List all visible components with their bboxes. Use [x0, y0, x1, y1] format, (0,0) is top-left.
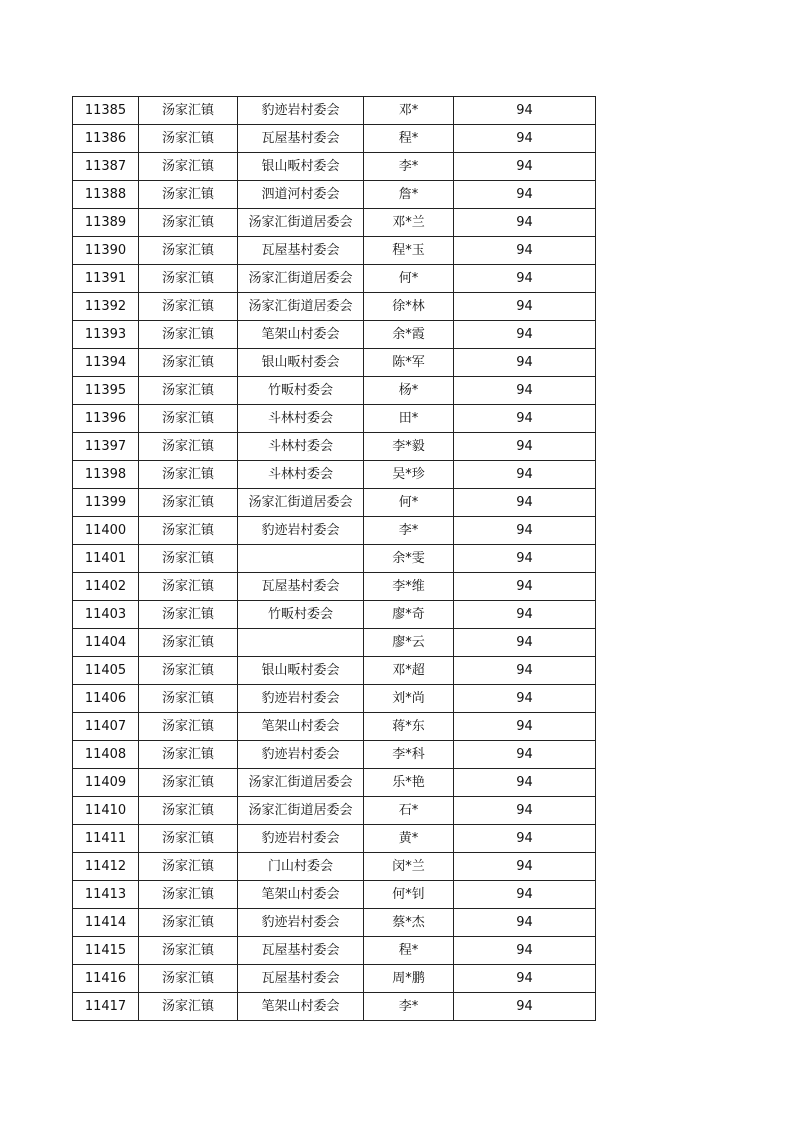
committee-cell: 竹畈村委会: [238, 601, 364, 629]
committee-cell: 斗林村委会: [238, 433, 364, 461]
town-cell: 汤家汇镇: [139, 545, 238, 573]
table-row: [73, 573, 596, 601]
table-body: [73, 97, 596, 1021]
score-cell: 94: [454, 769, 596, 797]
committee-cell: 笔架山村委会: [238, 993, 364, 1021]
score-cell: 94: [454, 685, 596, 713]
committee-cell: 瓦屋基村委会: [238, 573, 364, 601]
town-cell: 汤家汇镇: [139, 293, 238, 321]
table-row: [73, 909, 596, 937]
town-cell: 汤家汇镇: [139, 909, 238, 937]
committee-cell: 银山畈村委会: [238, 657, 364, 685]
row-id-cell: 11399: [73, 489, 139, 517]
committee-cell: 斗林村委会: [238, 461, 364, 489]
name-cell: 乐*艳: [364, 769, 454, 797]
row-id-cell: 11391: [73, 265, 139, 293]
name-cell: 刘*尚: [364, 685, 454, 713]
table-row: [73, 797, 596, 825]
committee-cell: 豹迹岩村委会: [238, 685, 364, 713]
name-cell: 蔡*杰: [364, 909, 454, 937]
row-id-cell: 11396: [73, 405, 139, 433]
town-cell: 汤家汇镇: [139, 489, 238, 517]
committee-cell: 泗道河村委会: [238, 181, 364, 209]
table-row: [73, 713, 596, 741]
name-cell: 邓*超: [364, 657, 454, 685]
score-cell: 94: [454, 937, 596, 965]
committee-cell: 笔架山村委会: [238, 321, 364, 349]
table-row: [73, 545, 596, 573]
name-cell: 徐*林: [364, 293, 454, 321]
score-cell: 94: [454, 97, 596, 125]
row-id-cell: 11394: [73, 349, 139, 377]
score-cell: 94: [454, 825, 596, 853]
town-cell: 汤家汇镇: [139, 713, 238, 741]
table-row: [73, 825, 596, 853]
score-cell: 94: [454, 293, 596, 321]
town-cell: 汤家汇镇: [139, 265, 238, 293]
name-cell: 余*雯: [364, 545, 454, 573]
name-cell: 李*毅: [364, 433, 454, 461]
committee-cell: 笔架山村委会: [238, 713, 364, 741]
name-cell: 黄*: [364, 825, 454, 853]
town-cell: 汤家汇镇: [139, 181, 238, 209]
row-id-cell: 11385: [73, 97, 139, 125]
row-id-cell: 11401: [73, 545, 139, 573]
name-cell: 邓*兰: [364, 209, 454, 237]
table-row: [73, 657, 596, 685]
name-cell: 周*鹏: [364, 965, 454, 993]
committee-cell: 汤家汇街道居委会: [238, 797, 364, 825]
score-cell: 94: [454, 489, 596, 517]
table-row: [73, 433, 596, 461]
score-cell: 94: [454, 881, 596, 909]
row-id-cell: 11408: [73, 741, 139, 769]
row-id-cell: 11415: [73, 937, 139, 965]
row-id-cell: 11388: [73, 181, 139, 209]
committee-cell: 银山畈村委会: [238, 153, 364, 181]
score-cell: 94: [454, 461, 596, 489]
row-id-cell: 11403: [73, 601, 139, 629]
table-row: [73, 181, 596, 209]
row-id-cell: 11411: [73, 825, 139, 853]
score-cell: 94: [454, 377, 596, 405]
town-cell: 汤家汇镇: [139, 321, 238, 349]
committee-cell: 汤家汇街道居委会: [238, 209, 364, 237]
name-cell: 程*: [364, 125, 454, 153]
committee-cell: 瓦屋基村委会: [238, 937, 364, 965]
score-cell: 94: [454, 321, 596, 349]
name-cell: 石*: [364, 797, 454, 825]
row-id-cell: 11404: [73, 629, 139, 657]
town-cell: 汤家汇镇: [139, 461, 238, 489]
table-row: [73, 237, 596, 265]
committee-cell: 豹迹岩村委会: [238, 825, 364, 853]
town-cell: 汤家汇镇: [139, 825, 238, 853]
name-cell: 余*霞: [364, 321, 454, 349]
name-cell: 何*钊: [364, 881, 454, 909]
town-cell: 汤家汇镇: [139, 881, 238, 909]
data-table: [72, 96, 596, 1021]
table-row: [73, 937, 596, 965]
row-id-cell: 11414: [73, 909, 139, 937]
row-id-cell: 11392: [73, 293, 139, 321]
row-id-cell: 11390: [73, 237, 139, 265]
committee-cell: [238, 545, 364, 573]
score-cell: 94: [454, 573, 596, 601]
town-cell: 汤家汇镇: [139, 853, 238, 881]
table-row: [73, 461, 596, 489]
score-cell: 94: [454, 657, 596, 685]
committee-cell: 豹迹岩村委会: [238, 741, 364, 769]
name-cell: 廖*奇: [364, 601, 454, 629]
score-cell: 94: [454, 629, 596, 657]
name-cell: 李*: [364, 517, 454, 545]
table-row: [73, 881, 596, 909]
table-row: [73, 97, 596, 125]
table-row: [73, 153, 596, 181]
table-row: [73, 965, 596, 993]
row-id-cell: 11387: [73, 153, 139, 181]
score-cell: 94: [454, 601, 596, 629]
name-cell: 闵*兰: [364, 853, 454, 881]
town-cell: 汤家汇镇: [139, 601, 238, 629]
committee-cell: 豹迹岩村委会: [238, 97, 364, 125]
committee-cell: 斗林村委会: [238, 405, 364, 433]
row-id-cell: 11407: [73, 713, 139, 741]
score-cell: 94: [454, 517, 596, 545]
score-cell: 94: [454, 853, 596, 881]
score-cell: 94: [454, 713, 596, 741]
table-row: [73, 993, 596, 1021]
score-cell: 94: [454, 237, 596, 265]
name-cell: 詹*: [364, 181, 454, 209]
town-cell: 汤家汇镇: [139, 629, 238, 657]
table-row: [73, 349, 596, 377]
name-cell: 李*科: [364, 741, 454, 769]
table-row: [73, 853, 596, 881]
row-id-cell: 11412: [73, 853, 139, 881]
town-cell: 汤家汇镇: [139, 405, 238, 433]
score-cell: 94: [454, 909, 596, 937]
name-cell: 廖*云: [364, 629, 454, 657]
row-id-cell: 11405: [73, 657, 139, 685]
town-cell: 汤家汇镇: [139, 433, 238, 461]
table-row: [73, 489, 596, 517]
name-cell: 何*: [364, 265, 454, 293]
row-id-cell: 11389: [73, 209, 139, 237]
committee-cell: 瓦屋基村委会: [238, 237, 364, 265]
town-cell: 汤家汇镇: [139, 97, 238, 125]
row-id-cell: 11398: [73, 461, 139, 489]
name-cell: 程*玉: [364, 237, 454, 265]
name-cell: 程*: [364, 937, 454, 965]
committee-cell: 豹迹岩村委会: [238, 517, 364, 545]
table-row: [73, 377, 596, 405]
score-cell: 94: [454, 741, 596, 769]
town-cell: 汤家汇镇: [139, 993, 238, 1021]
committee-cell: 汤家汇街道居委会: [238, 769, 364, 797]
committee-cell: 银山畈村委会: [238, 349, 364, 377]
name-cell: 吴*珍: [364, 461, 454, 489]
row-id-cell: 11402: [73, 573, 139, 601]
table-row: [73, 517, 596, 545]
table-row: [73, 265, 596, 293]
row-id-cell: 11416: [73, 965, 139, 993]
town-cell: 汤家汇镇: [139, 657, 238, 685]
town-cell: 汤家汇镇: [139, 237, 238, 265]
score-cell: 94: [454, 797, 596, 825]
town-cell: 汤家汇镇: [139, 377, 238, 405]
town-cell: 汤家汇镇: [139, 573, 238, 601]
town-cell: 汤家汇镇: [139, 153, 238, 181]
table-row: [73, 685, 596, 713]
name-cell: 何*: [364, 489, 454, 517]
town-cell: 汤家汇镇: [139, 349, 238, 377]
committee-cell: 汤家汇街道居委会: [238, 293, 364, 321]
score-cell: 94: [454, 405, 596, 433]
town-cell: 汤家汇镇: [139, 741, 238, 769]
town-cell: 汤家汇镇: [139, 797, 238, 825]
town-cell: 汤家汇镇: [139, 937, 238, 965]
committee-cell: 竹畈村委会: [238, 377, 364, 405]
name-cell: 田*: [364, 405, 454, 433]
town-cell: 汤家汇镇: [139, 517, 238, 545]
town-cell: 汤家汇镇: [139, 685, 238, 713]
table-row: [73, 629, 596, 657]
name-cell: 李*: [364, 993, 454, 1021]
score-cell: 94: [454, 993, 596, 1021]
row-id-cell: 11393: [73, 321, 139, 349]
town-cell: 汤家汇镇: [139, 209, 238, 237]
table-row: [73, 405, 596, 433]
row-id-cell: 11400: [73, 517, 139, 545]
table-row: [73, 293, 596, 321]
table-row: [73, 125, 596, 153]
committee-cell: 汤家汇街道居委会: [238, 489, 364, 517]
row-id-cell: 11413: [73, 881, 139, 909]
score-cell: 94: [454, 181, 596, 209]
table-row: [73, 321, 596, 349]
committee-cell: 笔架山村委会: [238, 881, 364, 909]
row-id-cell: 11386: [73, 125, 139, 153]
score-cell: 94: [454, 209, 596, 237]
score-cell: 94: [454, 265, 596, 293]
row-id-cell: 11397: [73, 433, 139, 461]
name-cell: 李*维: [364, 573, 454, 601]
committee-cell: [238, 629, 364, 657]
name-cell: 蒋*东: [364, 713, 454, 741]
committee-cell: 瓦屋基村委会: [238, 125, 364, 153]
name-cell: 杨*: [364, 377, 454, 405]
name-cell: 李*: [364, 153, 454, 181]
committee-cell: 门山村委会: [238, 853, 364, 881]
committee-cell: 瓦屋基村委会: [238, 965, 364, 993]
town-cell: 汤家汇镇: [139, 965, 238, 993]
name-cell: 陈*军: [364, 349, 454, 377]
score-cell: 94: [454, 965, 596, 993]
row-id-cell: 11410: [73, 797, 139, 825]
town-cell: 汤家汇镇: [139, 769, 238, 797]
row-id-cell: 11417: [73, 993, 139, 1021]
committee-cell: 汤家汇街道居委会: [238, 265, 364, 293]
table-row: [73, 209, 596, 237]
row-id-cell: 11395: [73, 377, 139, 405]
score-cell: 94: [454, 153, 596, 181]
score-cell: 94: [454, 433, 596, 461]
score-cell: 94: [454, 545, 596, 573]
score-cell: 94: [454, 349, 596, 377]
row-id-cell: 11406: [73, 685, 139, 713]
committee-cell: 豹迹岩村委会: [238, 909, 364, 937]
name-cell: 邓*: [364, 97, 454, 125]
table-row: [73, 769, 596, 797]
row-id-cell: 11409: [73, 769, 139, 797]
town-cell: 汤家汇镇: [139, 125, 238, 153]
table-row: [73, 741, 596, 769]
score-cell: 94: [454, 125, 596, 153]
table-row: [73, 601, 596, 629]
